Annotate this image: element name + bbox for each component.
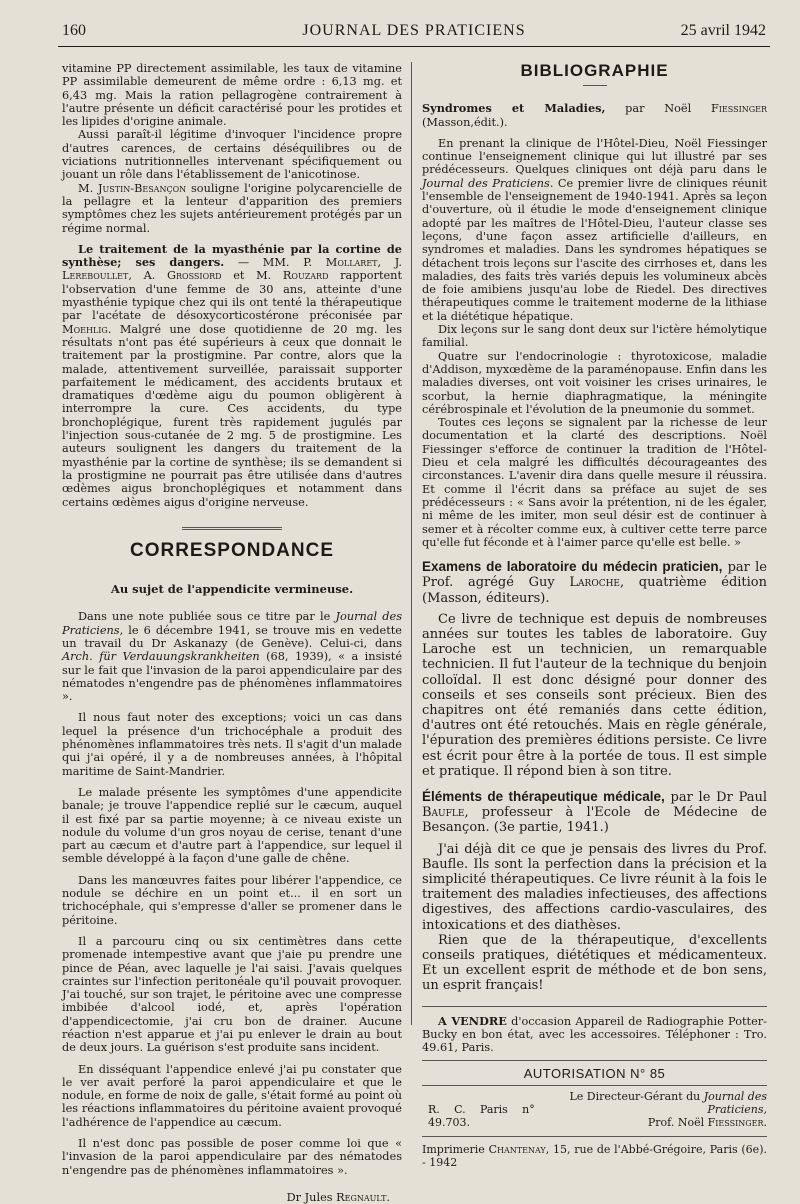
column-divider xyxy=(411,62,412,1025)
ad-text: A VENDRE d'occasion Appareil de Radiographie Potter-Bucky en bon état, avec les accessoires. Téléphoner : Tro. 49.61, Paris. xyxy=(422,1013,767,1055)
paragraph: Dix leçons sur le sang dont deux sur l'ictère hémolytique familial. xyxy=(422,323,767,350)
paragraph: En prenant la clinique de l'Hôtel-Dieu, Noël Fiessinger continue l'enseignement clinique qui lut illustré par ses prédécesseurs. Quelques cliniques ont déjà paru dans le Journal des Praticiens. Ce premier livre de cliniques réunit l'ensemble de l'enseignement de 1940-1941. Après sa leçon d'ouverture, où il étudie le mode d'enseignement clinique adopté par les maîtres de l'Hôtel-Dieu, l'auteur classe ses leçons, d'une façon assez artificielle d'ailleurs, en syndromes et maladies. Dans les syndromes hépatiques se détachent trois leçons sur l'ascite des cirrhoses et, dans les maladies, des faits très variés depuis les volumineux abcès de foie amibiens jusqu'au lobe de Riedel. Des directives thérapeutiques comme le traitement moderne de la lithiase et la diététique hépatique. xyxy=(422,136,767,323)
left-column xyxy=(62,62,402,1204)
paragraph: J'ai déjà dit ce que je pensais des livres du Prof. Baufle. Ils sont la perfection dans la précision et la simplicité thérapeutiques. Ce livre réunit à la fois le traitement des maladies infectieuses, des affections digestives, des affections cardio-vasculaires, des intoxications et des diathèses. xyxy=(422,841,767,933)
issue-date: 25 avril 1942 xyxy=(680,22,766,39)
paragraph: Rien que de la thérapeutique, d'excellents conseils pratiques, diététiques et médicamenteux. Et un excellent esprit de méthode et de bon sens, un esprit français! xyxy=(422,932,767,994)
rc-number: R. C. Paris n° 49.703. xyxy=(428,1103,535,1130)
authorization-number: AUTORISATION N° 85 xyxy=(422,1061,767,1085)
book-title: Syndromes et Maladies, par Noël Fiessinger (Masson,édit.). xyxy=(422,101,768,129)
paragraph: Le malade présente les symptômes d'une appendicite banale; je trouve l'appendice replié sur le cæcum, auquel il est fixé par sa partie moyenne; à ce niveau existe un nodule du volume d'un gros noyau de cerise, tenant d'une part au cæcum et d'autre part à l'appendice, sur lequel il semble développé à la façon d'une galle de chêne. xyxy=(62,785,402,866)
paragraph: Ce livre de technique est depuis de nombreuses années sur toutes les tables de laboratoire. Guy Laroche est un technicien, un remarquable technicien. Il fut l'auteur de la technique du benjoin colloïdal. Il est donc désigné pour donner des conseils et ses conseils sont précieux. Bien des chapitres ont été remaniés dans cette édition, d'autres ont été retouchés. Mais en règle générale, l'épuration des premières éditions persiste. Ce livre est écrit pour être à la portée de tous. Il est simple et pratique. Il répond bien à son titre. xyxy=(422,611,767,779)
paragraph: Il n'est donc pas possible de poser comme loi que « l'invasion de la paroi appendiculaire par des nématodes n'engendre pas de phénomènes inflammatoires ». xyxy=(62,1137,402,1177)
paragraph: Il a parcouru cinq ou six centimètres dans cette promenade intempestive avant que j'aie pu prendre une pince de Péan, avec laquelle je l'ai saisi. J'avais quelques craintes sur l'infection peritonéale qu'il pouvait provoquer. J'ai touché, sur son trajet, le péritoine avec une compresse imbibée d'alcool iodé, et, après l'opération d'appendicectomie, j'ai cru bon de drainer. Aucune réaction n'est apparue et j'ai pu enlever le drain au bout de deux jours. La guérison s'est produite sans incident. xyxy=(62,934,402,1055)
section-heading-bibliographie: BIBLIOGRAPHIE xyxy=(520,61,669,80)
paragraph: Toutes ces leçons se signalent par la richesse de leur documentation et la clarté des descriptions. Noël Fiessinger s'efforce de continuer la tradition de l'Hôtel-Dieu et cela malgré les difficultés décourageantes des circonstances. L'avenir dira dans quelle mesure il réussira. Et comme il l'écrit dans sa préface au sujet de ses prédécesseurs : « Sans avoir la prétention, ni de les égaler, ni même de les imiter, mon seul désir est de continuer à semer et à récolter comme eux, à cultiver cette terre parce qu'elle fut féconde et à l'aimer parce qu'elle est belle. » xyxy=(422,416,767,549)
paragraph: M. Justin-Besançon souligne l'origine polycarencielle de la pellagre et la lenteur d'apparition des premiers symptômes chez les sujets antérieurement protégés par un régime normal. xyxy=(62,181,403,235)
book-title: Examens de laboratoire du médecin praticien, par le Prof. agrégé Guy Laroche, quatrième édition (Masson, éditeurs). xyxy=(422,559,767,606)
book-title: Éléments de thérapeutique médicale, par le Dr Paul Baufle, professeur à l'Ecole de Médecine de Besançon. (3e partie, 1941.) xyxy=(422,788,768,836)
director-block xyxy=(422,1086,767,1130)
book-review-laroche xyxy=(422,559,767,779)
paragraph: Dans une note publiée sous ce titre par le Journal des Praticiens, le 6 décembre 1941, se trouve mis en vedette un travail du Dr Askanazy (de Genève). Celui-ci, dans Arch. für Verdauungskrankheiten (68, 1939), « a insisté sur le fait que l'invasion de la paroi appendiculaire par des nématodes n'engendre pas de phénomènes inflammatoires ». xyxy=(62,610,403,704)
paragraph: vitamine PP directement assimilable, les taux de vitamine PP assimilable demeurent de même ordre : 6,13 mg. et 6,43 mg. Mais la ration pellagrogène contrairement à l'autre présente un déficit caractérisé pour les protides et les lipides d'origine animale. xyxy=(62,62,402,129)
classified-ad xyxy=(422,1006,767,1062)
page-header xyxy=(58,20,770,47)
right-column xyxy=(422,62,767,1169)
book-review-baufle xyxy=(422,789,767,994)
paragraph: En disséquant l'appendice enlevé j'ai pu constater que le ver avait perforé la paroi appendiculaire et que le nodule, en forme de noix de galle, s'était formé au point où les réactions inflammatoires du péritoine avaient provoqué l'adhérence de l'appendice au cæcum. xyxy=(62,1062,402,1129)
paragraph: Aussi paraît-il légitime d'invoquer l'incidence propre d'autres carences, de certains déséquilibres ou de viciations nutritionnelles intervenant spécifiquement ou jouant un rôle dans l'établissement de l'anicotinose. xyxy=(62,128,402,182)
page-number: 160 xyxy=(62,22,86,39)
paragraph: Il nous faut noter des exceptions; voici un cas dans lequel la présence d'un trichocéphale a produit des phénomènes inflammatoires très nets. Il s'agit d'un malade qui j'ai opéré, il y a de nombreuses années, à l'hôpital maritime de Saint-Mandrier. xyxy=(62,711,402,778)
section-divider xyxy=(182,527,282,530)
paragraph: Quatre sur l'endocrinologie : thyrotoxicose, maladie d'Addison, myxœdème de la paraménopause. Enfin dans les maladies diverses, ont voit voisiner les crises urinaires, le scorbut, la hernie diaphragmatique, la méningite cérébrospinale et l'évolution de la pneumonie du sommet. xyxy=(422,349,767,416)
article-title: Au sujet de l'appendicite vermineuse. xyxy=(110,582,354,597)
printer-imprint: Imprimerie Chantenay, 15, rue de l'Abbé-Grégoire, Paris (6e). - 1942 xyxy=(422,1136,767,1170)
author-signature: Dr Jules Regnault. xyxy=(286,1190,390,1204)
journal-title: JOURNAL DES PRATICIENS xyxy=(302,22,526,39)
section-divider xyxy=(583,85,607,86)
director-name: Le Directeur-Gérant du Journal des Praticiens, Prof. Noël Fiessinger. xyxy=(569,1089,767,1130)
section-heading-correspondance: CORRESPONDANCE xyxy=(129,539,335,561)
paragraph: Dans les manœuvres faites pour libérer l'appendice, ce nodule se déchire en un point et... il en sort un trichocéphale, qui s'empresse d'aller se promener dans le péritoine. xyxy=(62,873,402,927)
article-myasthenie: Le traitement de la myasthénie par la cortine de synthèse; ses dangers. — MM. P. Mollaret, J. Lereboullet, A. Grossiord et M. Rouzard rapportent l'observation d'une femme de 30 ans, atteinte d'une myasthénie typique chez qui ils ont tenté la thérapeutique par l'acétate de désoxycorticostérone préconisée par Moehlig. Malgré une dose quotidienne de 20 mg. les résultats n'ont pas été supérieurs à ceux que donnait le traitement par la prostigmine. Par contre, alors que la malade, attentivement surveillée, paraissait supporter parfaitement le médicament, des accidents brutaux et dramatiques d'œdème aigu du poumon obligèrent à interrompre la cure. Ces accidents, du type bronchoplégique, furent très rapidement jugulés par l'injection sous-cutanée de 2 mg. 5 de prostigmine. Les auteurs soulignent les dangers du traitement de la myasthénie par la cortine de synthèse; ils se demandent si la prostigmine ne pourrait pas être utilisée dans d'autres œdèmes aigus bronchoplégiques et notamment dans certains œdèmes aigus d'origine nerveuse. xyxy=(62,241,402,509)
